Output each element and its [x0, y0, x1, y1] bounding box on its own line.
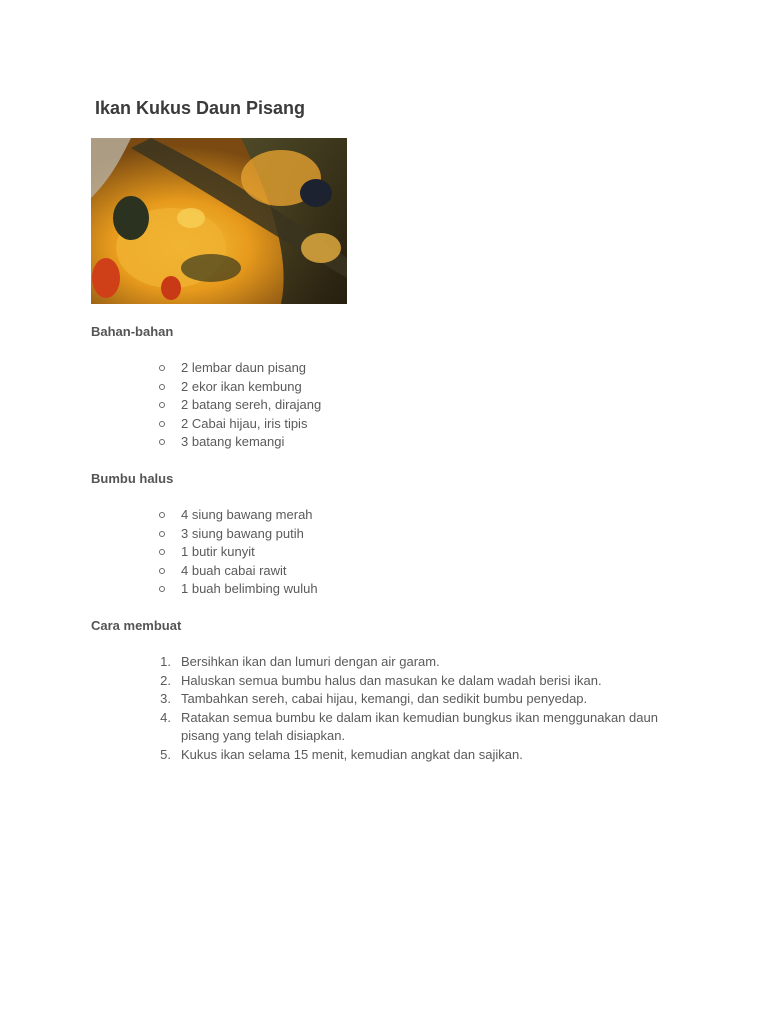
step-item: 1. Bersihkan ikan dan lumuri dengan air garam. [160, 654, 440, 669]
circle-bullet-icon [159, 568, 165, 574]
circle-bullet-icon [159, 439, 165, 445]
heading-bahan: Bahan-bahan [91, 324, 174, 339]
circle-bullet-icon [159, 365, 165, 371]
step-item: 4. Ratakan semua bumbu ke dalam ikan kemudian bungkus ikan menggunakan daun pisang yang telah disiapkan. [160, 709, 658, 743]
circle-bullet-icon [159, 402, 165, 408]
list-item: 2 Cabai hijau, iris tipis [157, 415, 677, 434]
list-item: 4 buah cabai rawit [157, 562, 677, 581]
step-item: 5. Kukus ikan selama 15 menit, kemudian angkat dan sajikan. [160, 746, 523, 762]
circle-bullet-icon [159, 531, 165, 537]
circle-bullet-icon [159, 549, 165, 555]
list-item: 1 butir kunyit [157, 543, 677, 562]
page-title: Ikan Kukus Daun Pisang [95, 98, 306, 118]
list-item: 3 batang kemangi [157, 433, 677, 452]
step-item: 2. Haluskan semua bumbu halus dan masukan ke dalam wadah berisi ikan. [160, 672, 602, 688]
circle-bullet-icon [159, 384, 165, 390]
spice-list [157, 506, 677, 599]
list-item: 2 batang sereh, dirajang [157, 396, 677, 415]
circle-bullet-icon [159, 586, 165, 592]
heading-bumbu: Bumbu halus [91, 471, 174, 486]
list-item: 2 lembar daun pisang [157, 359, 677, 378]
list-item: 2 ekor ikan kembung [157, 378, 677, 397]
list-item: 3 siung bawang putih [157, 525, 677, 544]
step-item: 3. Tambahkan sereh, cabai hijau, kemangi, dan sedikit bumbu penyedap. [160, 691, 588, 706]
steps-list [157, 653, 677, 764]
fish-banana-leaf-image [91, 138, 347, 304]
circle-bullet-icon [159, 512, 165, 518]
list-item: 4 siung bawang merah [157, 506, 677, 525]
recipe-photo [91, 138, 347, 304]
circle-bullet-icon [159, 421, 165, 427]
ingredients-list [157, 359, 677, 452]
heading-cara: Cara membuat [91, 618, 182, 633]
list-item: 1 buah belimbing wuluh [157, 580, 677, 599]
